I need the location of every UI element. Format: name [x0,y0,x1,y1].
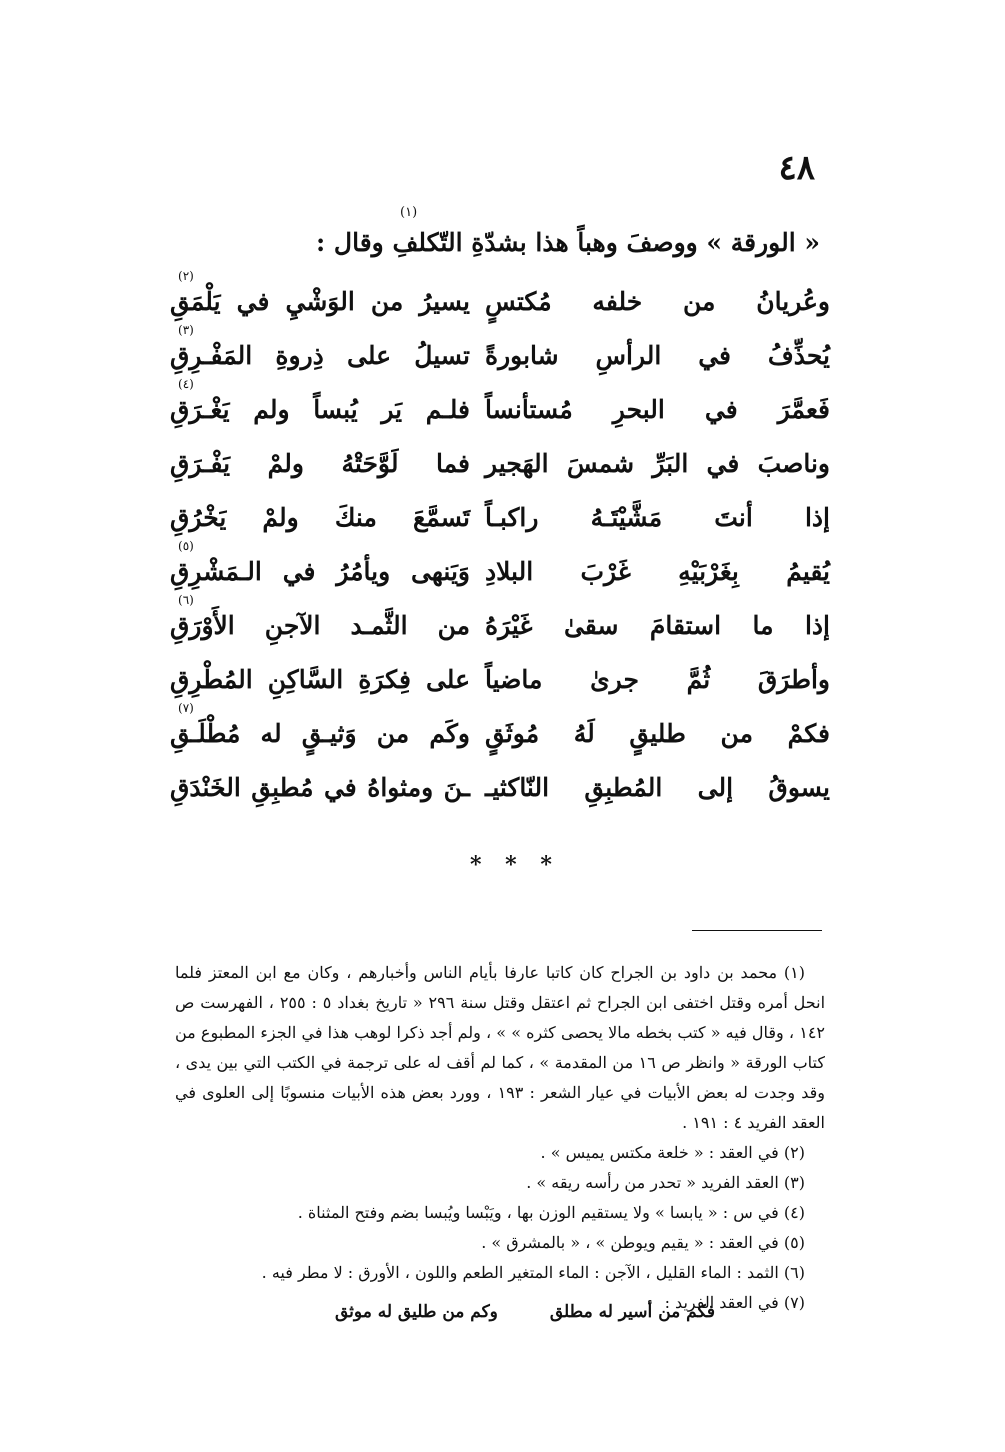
poem [150,269,830,815]
footnote-rule [692,930,822,931]
verse-second-hemistich: على فِكرَةِ السَّاكِنِ المُطْرِقِ [170,665,470,694]
verse-first-hemistich: فكمْ من طليقٍ لَهُ مُوثَقٍ [485,719,830,748]
verse-second-hemistich: ـنَ ومثواهُ في مُطبِقِ الخَنْدَقِ [170,773,470,802]
footnote-4: (٤) في س : « يابسا » ولا يستقيم الوزن بها ، ويَبْسا ويُبسا بضم وفتح المثناة . [297,1203,805,1222]
footnote-6: (٦) الثمد : الماء القليل ، الآجن : الماء المتغير الطعم واللون ، الأورق : لا مطر فيه . [261,1263,805,1282]
verse-line [150,539,830,599]
footnote-verse-second: وكم من طليق له موثق [335,1302,498,1322]
verse-first-hemistich: يسوقُ إلى المُطبِقِ النّاكثيـ [485,773,830,802]
verse-first-hemistich: يُقيمُ بِغَرْبَيْهِ غَرْبَ البلادِ [485,557,830,586]
section-separator: * * * [470,852,560,878]
verse-footnote-marker: (٣) [178,323,194,337]
verse-first-hemistich: وناصبَ في البَرِّ شمسَ الهَجير [485,449,830,478]
verse-line [150,653,830,707]
footnote-1: (١) محمد بن داود بن الجراح كان كاتبا عارفا بأيام الناس وأخبارهم ، وكان مع ابن المعتز فلما انحل أمره وقتل اختفى ابن الجراح ثم اعتقل وقتل سنة ٢٩٦ « تاريخ بغداد ٥ : ٢٥٥ ، الفهرست ص ١٤٢ ، وقال فيه « كتب بخطه مالا يحصى كثره » » ، ولم أجد ذكرا لوهب هذا في الجزء المطبوع من كتاب الورقة « وانظر ص ١٦ من المقدمة » ، كما لم أقف له على ترجمة في الكتب التي بين يدى ، وقد وجدت له بعض الأبيات في عيار الشعر : ١٩٣ ، وورد بعض هذه الأبيات منسوبًا إلى العلوى في العقد الفريد ٤ : ١٩١ . [175,963,826,1132]
verse-first-hemistich: يُحذِّفُ في الرأسِ شابورةً [485,341,830,370]
verse-second-hemistich: تَسمَّعَ منكَ ولمْ يَخْرُقِ [170,503,470,532]
footnote-verse-first: فكم من أسير له مطلق [549,1302,715,1322]
footnote-5: (٥) في العقد : « يقيم ويوطن » ، « بالمشرق » . [481,1233,805,1252]
verse-second-hemistich: تسيلُ على ذِروةِ المَفْـرِقِ [170,341,470,370]
verse-line [150,377,830,437]
verse-footnote-marker: (٦) [178,593,194,607]
verse-first-hemistich: إذا ما استقامَ سقىٰ غَيْرَهُ [485,611,830,640]
footnote-7: (٧) في العقد الفريد : [664,1293,805,1312]
verse-line [150,269,830,329]
verse-second-hemistich: فلـم يَر يُبساً ولم يَغْـرَقِ [170,395,470,424]
verse-first-hemistich: إذا أنتَ مَشَّيْتَـهُ راكبـاً [485,503,830,532]
verse-footnote-marker: (٢) [178,269,194,283]
verse-first-hemistich: وأطرَقَ ثُمَّ جرىٰ ماضياً [485,665,830,694]
verse-footnote-marker: (٥) [178,539,194,553]
verse-first-hemistich: وعُريانُ من خلفه مُكتسٍ [485,287,830,316]
verse-line [150,437,830,491]
verse-footnote-marker: (٧) [178,701,194,715]
verse-second-hemistich: وَيَنهى ويأمُرُ في الـمَشْرِقِ [170,557,470,586]
verse-first-hemistich: فَعمَّرَ في البحرِ مُستأنساً [485,395,830,424]
footnotes [175,958,825,1318]
verse-second-hemistich: يسيرُ من الوَشْيِ في يَلْمَقِ [170,287,470,316]
verse-second-hemistich: فما لَوَّحَتْهُ ولمْ يَفْـرَقِ [170,449,470,478]
verse-line [150,761,830,815]
verse-second-hemistich: وكَم من وَثيـقٍ له مُطْلَـقِ [170,719,470,748]
verse-line [150,323,830,383]
footnote-2: (٢) في العقد : « خلعة مكتس يميس » . [540,1143,805,1162]
verse-line [150,491,830,545]
footnote-3: (٣) العقد الفريد « تحدر من رأسه ريقه » . [526,1173,805,1192]
verse-second-hemistich: من الثَّمـد الآجنِ الأَوْرَقِ [170,611,470,640]
footnote-marker-1: (١) [400,205,418,220]
verse-line [150,701,830,761]
page-number: ٤٨ [778,148,815,188]
verse-footnote-marker: (٤) [178,377,194,391]
verse-line [150,593,830,653]
intro-line: « الورقة » ووصفَ وهباً هذا بشدّةِ التّكلفِ وقال : [316,228,820,257]
